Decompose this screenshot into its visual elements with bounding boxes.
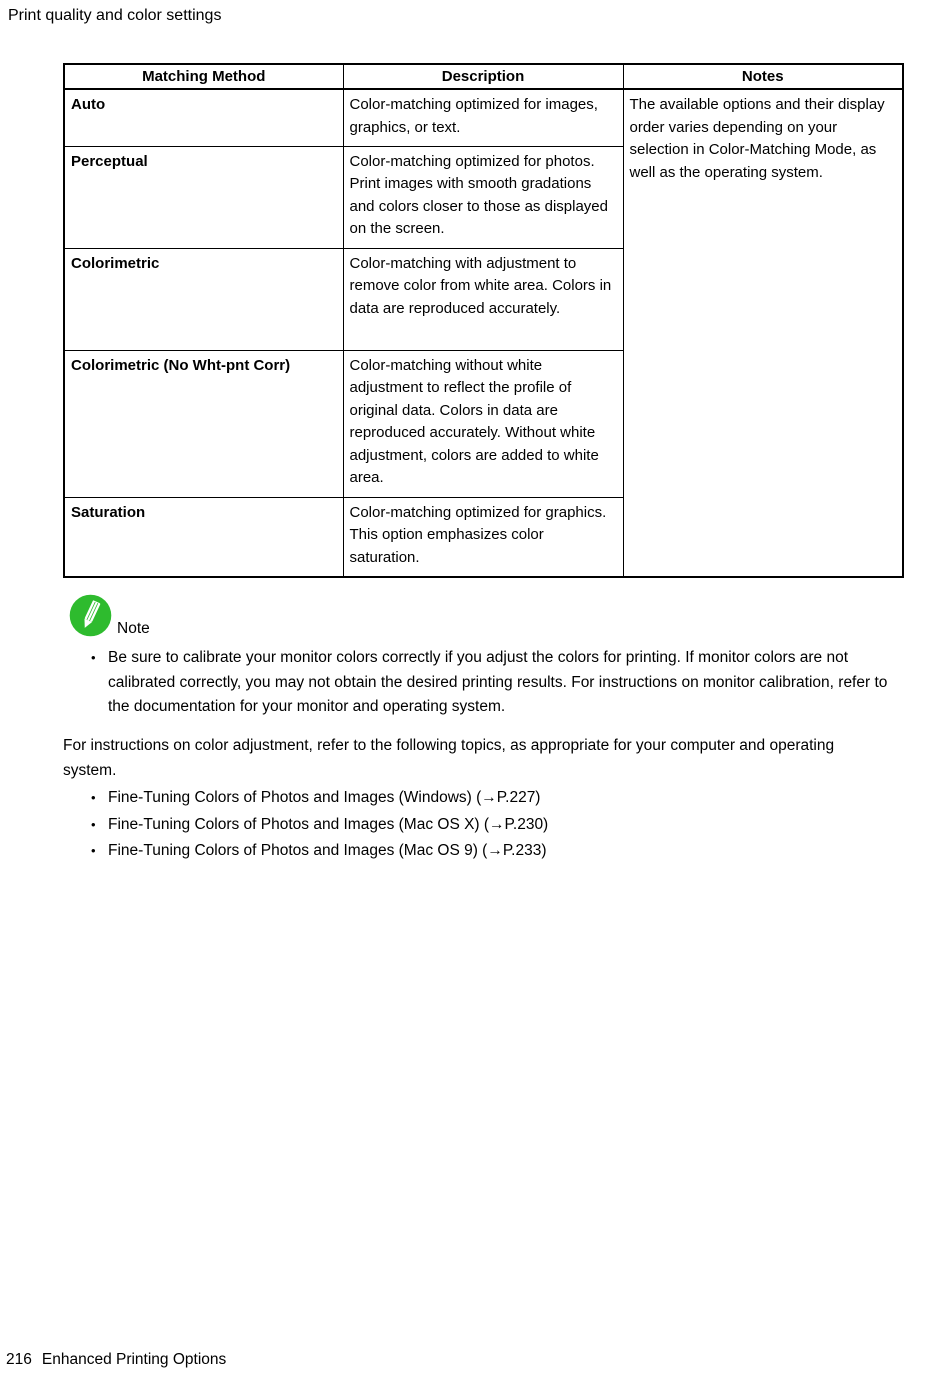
notes-cell: The available options and their display order varies depending on your selection in Color-Matching Mode, as well as the operating system. — [623, 89, 903, 577]
method-cell: Saturation — [64, 497, 343, 577]
list-item — [91, 838, 791, 865]
note-bullet-text: Be sure to calibrate your monitor colors correctly if you adjust the colors for printing. If monitor colors are not calibrated correctly, you may not obtain the desired printing results. For instructions on monitor calibration, refer to the documentation for your monitor and operating system. — [108, 649, 888, 715]
description-cell: Color-matching optimized for photos. Print images with smooth gradations and colors closer to those as displayed on the screen. — [343, 146, 623, 248]
column-header-matching-method: Matching Method — [64, 64, 343, 89]
description-cell: Color-matching optimized for graphics. This option emphasizes color saturation. — [343, 497, 623, 577]
description-cell: Color-matching with adjustment to remove color from white area. Colors in data are reproduced accurately. — [343, 248, 623, 350]
bullet-icon: • — [91, 790, 96, 805]
bullet-icon: • — [91, 816, 96, 832]
page-title: Print quality and color settings — [8, 7, 222, 24]
table-header-row — [64, 64, 903, 89]
note-label: Note — [117, 620, 150, 637]
method-cell: Auto — [64, 89, 343, 146]
method-cell: Colorimetric (No Wht-pnt Corr) — [64, 350, 343, 497]
list-item — [91, 812, 791, 839]
column-header-description: Description — [343, 64, 623, 89]
page-footer — [6, 1350, 226, 1370]
footer-section-title: Enhanced Printing Options — [41, 1351, 227, 1368]
topic-link-mac-os-x[interactable]: Fine-Tuning Colors of Photos and Images (Mac OS X) (→P.230) — [108, 815, 549, 833]
pencil-note-icon — [69, 594, 112, 637]
method-cell: Colorimetric — [64, 248, 343, 350]
instructions-paragraph: For instructions on color adjustment, refer to the following topics, as appropriate for your computer and operating system. — [63, 737, 835, 779]
topic-link-mac-os-9[interactable]: Fine-Tuning Colors of Photos and Images (Mac OS 9) (→P.233) — [108, 842, 547, 860]
description-cell: Color-matching optimized for images, graphics, or text. — [343, 89, 623, 146]
list-item — [91, 785, 791, 812]
matching-method-table — [63, 63, 904, 578]
table-row — [64, 89, 903, 146]
column-header-notes: Notes — [623, 64, 903, 89]
description-cell: Color-matching without white adjustment to reflect the profile of original data. Colors in data are reproduced accurately. Without white adjustment, colors are added to white area. — [343, 350, 623, 497]
method-cell: Perceptual — [64, 146, 343, 248]
page-number: 216 — [6, 1351, 32, 1368]
bullet-icon: • — [91, 843, 96, 859]
note-bullet-item — [91, 646, 891, 720]
topic-link-windows[interactable]: Fine-Tuning Colors of Photos and Images (Windows) (→P.227) — [108, 789, 541, 806]
topic-link-list — [91, 785, 791, 865]
bullet-icon: • — [91, 650, 96, 665]
